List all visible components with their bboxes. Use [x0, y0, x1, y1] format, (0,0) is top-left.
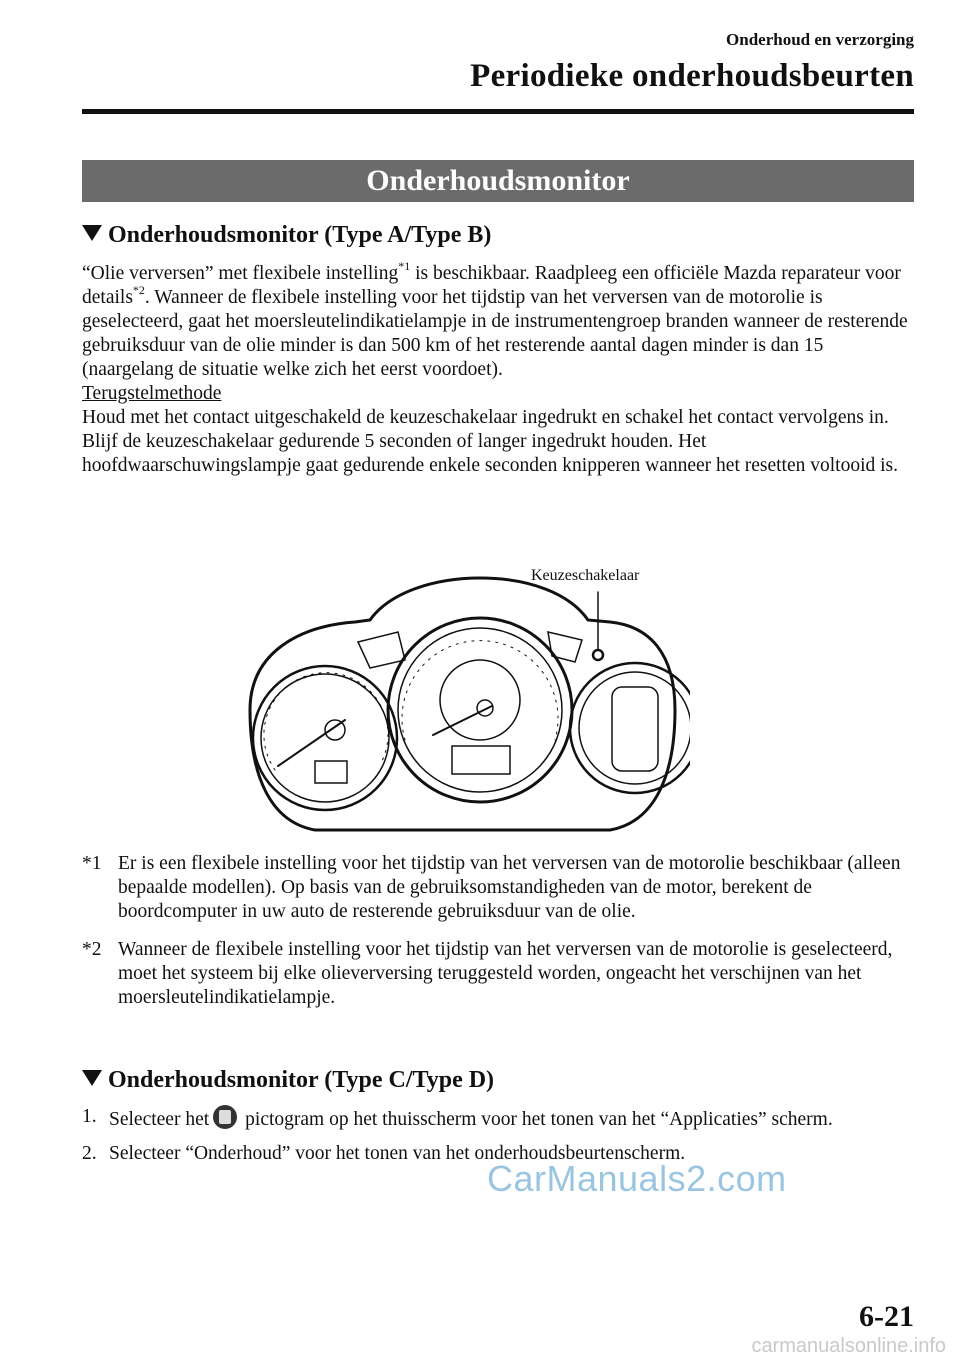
footnote-2	[82, 938, 918, 1010]
selector-knob	[593, 650, 603, 660]
footnote-ref-2: *2	[132, 282, 145, 297]
footnotes	[82, 852, 918, 1024]
footer-watermark: carmanualsonline.info	[751, 1335, 946, 1357]
triangle-bullet-icon	[82, 1070, 102, 1086]
instrument-cluster-figure	[230, 560, 690, 850]
footnote-2-num: *2	[82, 939, 102, 960]
intro-paragraph	[82, 258, 918, 382]
step-1-num: 1.	[82, 1106, 97, 1127]
section-heading-cd	[82, 1067, 494, 1094]
header-rule	[82, 109, 914, 114]
section-heading-cd-text: Onderhoudsmonitor (Type C/Type D)	[108, 1067, 495, 1093]
figure-label: Keuzeschakelaar	[531, 567, 640, 584]
intro-text-2: is beschikbaar. Raadpleeg een officiële Mazda reparateur voor details	[82, 263, 901, 308]
section-heading-ab-text: Onderhoudsmonitor (Type A/Type B)	[108, 222, 492, 248]
banner-heading: Onderhoudsmonitor	[82, 160, 914, 202]
step-2-text: Selecteer “Onderhoud” voor het tonen van het onderhoudsbeurtenscherm.	[109, 1143, 686, 1164]
reset-heading: Terugstelmethode	[82, 383, 222, 404]
step-1-text: Selecteer het pictogram op het thuisscherm voor het tonen van het “Applicaties” scherm.	[109, 1105, 833, 1132]
section-heading-ab	[82, 222, 491, 249]
left-gauge	[253, 666, 397, 810]
footnote-1-num: *1	[82, 853, 102, 874]
triangle-bullet-icon	[82, 225, 102, 241]
footnote-1	[82, 852, 918, 924]
step-1	[82, 1105, 918, 1132]
reset-text: Houd met het contact uitgeschakeld de keuzeschakelaar ingedrukt en schakel het contact vervolgens in. Blijf de keuzeschakelaar gedurende 5 seconden of langer ingedrukt houden. Het hoofdwaarschuwingslampje gaat gedurende enkele seconden knipperen wanneer het resetten voltooid is.	[82, 407, 899, 476]
page-number: 6-21	[859, 1300, 914, 1333]
intro-text-1: “Olie verversen” met flexibele instelling	[82, 263, 399, 284]
applications-icon	[213, 1105, 237, 1129]
footnote-ref-1: *1	[398, 258, 411, 273]
chapter-title: Onderhoud en verzorging	[726, 30, 914, 49]
footnote-1-text: Er is een flexibele instelling voor het tijdstip van het verversen van de motorolie beschikbaar (alleen bepaalde modellen). Op basis van de gebruiksomstandigheden van de motor, berekent de boordcomputer in uw auto de resterende gebruiksduur van de olie.	[118, 853, 901, 922]
footnote-2-text: Wanneer de flexibele instelling voor het tijdstip van het verversen van de motorolie is geselecteerd, moet het systeem bij elke olieverversing teruggesteld worden, ongeacht het verschijnen van het moersleutelindikatielampje.	[118, 939, 893, 1008]
section-title: Periodieke onderhoudsbeurten	[470, 58, 914, 94]
intro-text-3: . Wanneer de flexibele instelling voor het tijdstip van het verversen van de motorolie is geselecteerd, gaat het moersleutelindikatielampje in de instrumentengroep branden wanneer de resterende gebruiksduur van de olie minder is dan 500 km of het resterende aantal dagen minder is dan 15 (naargelang de situatie welke zich het eerst voordoet).	[82, 287, 908, 380]
step-2-num: 2.	[82, 1143, 97, 1164]
watermark: CarManuals2.com	[487, 1158, 787, 1199]
section-ab-body	[82, 258, 918, 478]
